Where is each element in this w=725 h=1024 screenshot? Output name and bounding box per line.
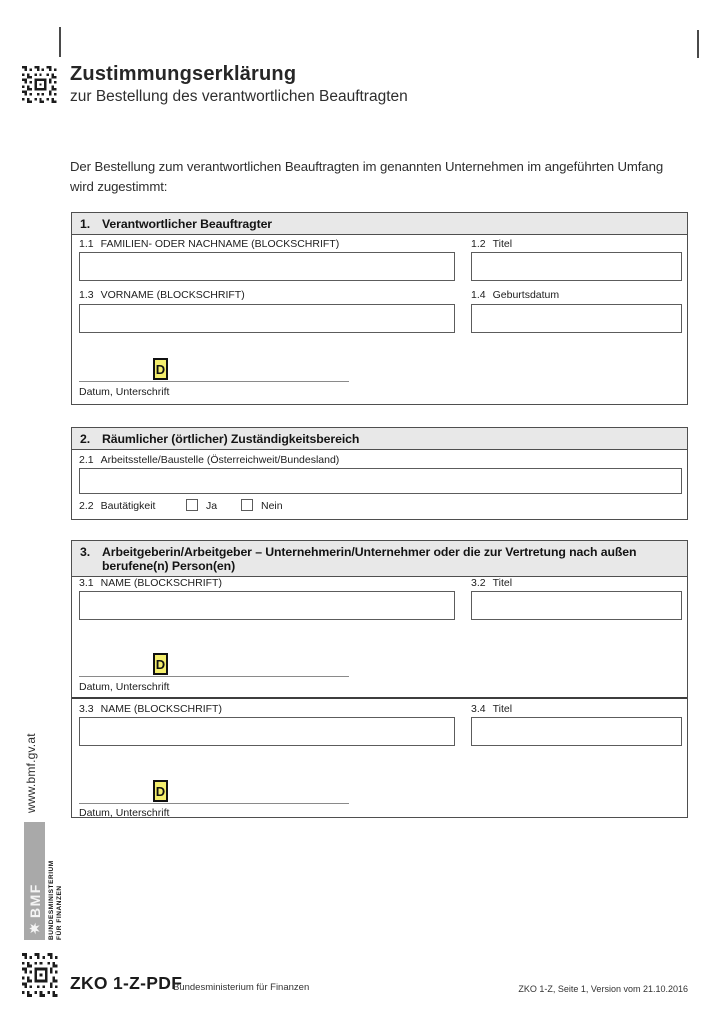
bmf-logo-bar (24, 822, 45, 940)
signature-line[interactable] (79, 676, 349, 677)
bautaetigkeit-nein-label: Nein (261, 500, 283, 512)
field-1-3-text: VORNAME (BLOCKSCHRIFT) (100, 289, 245, 301)
field-3-1-number: 3.1 (79, 577, 94, 589)
signature-label: Datum, Unterschrift (79, 681, 170, 693)
field-2-2-text: Bautätigkeit (100, 500, 156, 512)
field-3-3-label (79, 703, 222, 715)
field-2-2-number: 2.2 (79, 500, 94, 512)
form-issuer: Bundesministerium für Finanzen (173, 982, 310, 993)
section1-header (72, 213, 687, 235)
bautaetigkeit-nein-checkbox[interactable] (241, 499, 253, 511)
field-1-4-label (471, 289, 559, 301)
employer-title-2-input[interactable] (471, 717, 682, 746)
field-1-2-label (471, 238, 512, 250)
field-3-4-label (471, 703, 512, 715)
austrian-eagle-icon (28, 922, 41, 935)
field-1-4-number: 1.4 (471, 289, 486, 301)
section2-number: 2. (80, 432, 91, 446)
field-3-3-text: NAME (BLOCKSCHRIFT) (100, 703, 222, 715)
bmf-logo-text: BMF (26, 883, 43, 918)
section2-title: Räumlicher (örtlicher) Zuständigkeitsbereich (102, 432, 360, 446)
field-1-3-label (79, 289, 245, 301)
aztec-code-icon (22, 953, 60, 997)
section1-title: Verantwortlicher Beauftragter (102, 217, 272, 231)
field-1-1-label (79, 238, 339, 250)
section1-number: 1. (80, 217, 91, 231)
bmf-logo-banner (24, 822, 62, 940)
family-name-input[interactable] (79, 252, 455, 281)
field-3-2-number: 3.2 (471, 577, 486, 589)
form-code: ZKO 1-Z-PDF (70, 973, 183, 993)
section3-title: Arbeitgeberin/Arbeitgeber – Unternehmerin/Unternehmer oder die zur Vertretung nach außen berufene(n) Person(en) (102, 545, 637, 573)
section-zustaendigkeitsbereich (71, 427, 688, 520)
field-3-3-number: 3.3 (79, 703, 94, 715)
section3-divider (72, 697, 687, 699)
section-arbeitgeber (71, 540, 688, 818)
section3-header (72, 541, 687, 577)
field-2-1-number: 2.1 (79, 454, 94, 466)
field-1-1-text: FAMILIEN- ODER NACHNAME (BLOCKSCHRIFT) (100, 238, 340, 250)
page-subtitle: zur Bestellung des verantwortlichen Beauftragten (70, 88, 408, 105)
field-2-2-label (79, 500, 155, 512)
page-title: Zustimmungserklärung (70, 63, 297, 85)
crop-mark-left (59, 27, 61, 57)
bautaetigkeit-ja-label: Ja (206, 500, 218, 512)
field-3-1-text: NAME (BLOCKSCHRIFT) (100, 577, 222, 589)
field-1-2-text: Titel (492, 238, 513, 250)
section2-header (72, 428, 687, 450)
employer-name-2-input[interactable] (79, 717, 455, 746)
field-2-1-label (79, 454, 339, 466)
title-1-input[interactable] (471, 252, 682, 281)
birthdate-input[interactable] (471, 304, 682, 333)
bautaetigkeit-ja-checkbox[interactable] (186, 499, 198, 511)
ministry-line-2: FÜR FINANZEN (55, 885, 63, 940)
worksite-input[interactable] (79, 468, 682, 494)
ministry-name (48, 822, 63, 940)
field-1-4-text: Geburtsdatum (492, 289, 560, 301)
field-1-2-number: 1.2 (471, 238, 486, 250)
field-1-1-number: 1.1 (79, 238, 94, 250)
signature-field-marker[interactable]: D (153, 358, 168, 380)
aztec-code-icon (22, 66, 59, 103)
form-version-note: ZKO 1-Z, Seite 1, Version vom 21.10.2016 (518, 984, 688, 994)
field-3-4-text: Titel (492, 703, 513, 715)
ministry-line-1: BUNDESMINISTERIUM (48, 860, 55, 940)
field-3-4-number: 3.4 (471, 703, 486, 715)
field-1-3-number: 1.3 (79, 289, 94, 301)
signature-label: Datum, Unterschrift (79, 386, 170, 398)
intro-paragraph: Der Bestellung zum verantwortlichen Beauftragten im genannten Unternehmen im angeführten Umfang wird zugestimmt: (70, 159, 664, 194)
field-3-1-label (79, 577, 222, 589)
signature-label: Datum, Unterschrift (79, 807, 170, 819)
employer-title-1-input[interactable] (471, 591, 682, 620)
document-header (70, 63, 408, 106)
crop-mark-right (697, 30, 699, 58)
field-3-2-text: Titel (492, 577, 513, 589)
field-3-2-label (471, 577, 512, 589)
employer-name-1-input[interactable] (79, 591, 455, 620)
first-name-input[interactable] (79, 304, 455, 333)
signature-field-marker[interactable]: D (153, 780, 168, 802)
section3-number: 3. (80, 545, 91, 559)
signature-field-marker[interactable]: D (153, 653, 168, 675)
signature-line[interactable] (79, 803, 349, 804)
signature-line[interactable] (79, 381, 349, 382)
bmf-website-link: www.bmf.gv.at (24, 733, 38, 813)
section-verantwortlicher-beauftragter (71, 212, 688, 405)
field-2-1-text: Arbeitsstelle/Baustelle (Österreichweit/Bundesland) (100, 454, 340, 466)
